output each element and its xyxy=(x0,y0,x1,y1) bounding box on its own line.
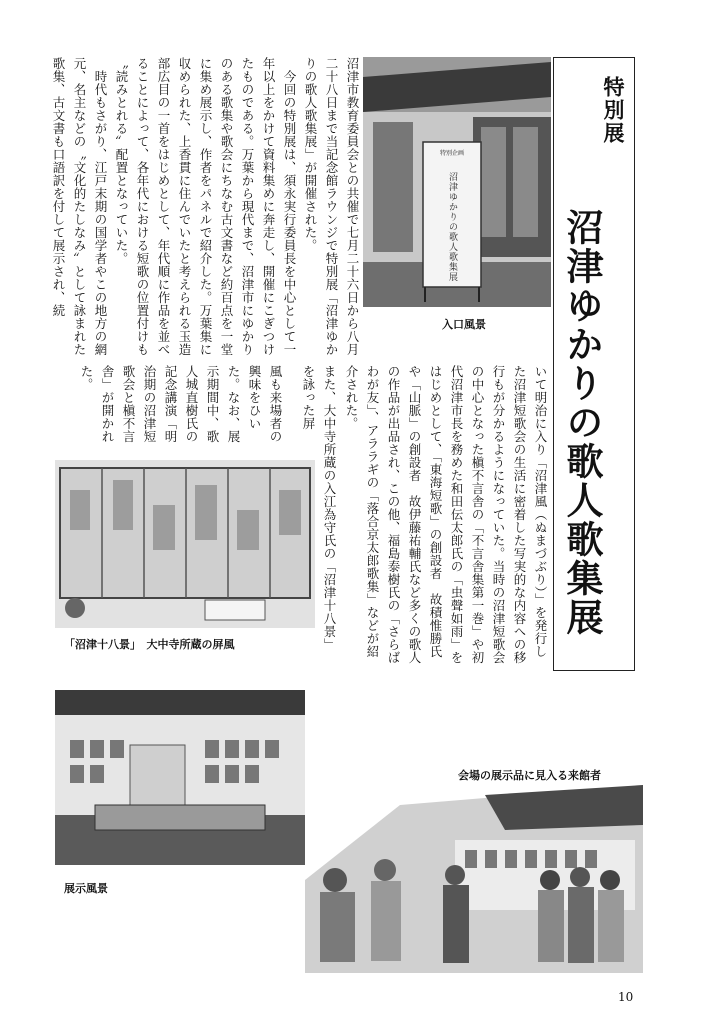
title-box xyxy=(553,57,635,671)
folding-screen-image xyxy=(55,460,315,628)
section-label: 特別展 xyxy=(601,76,625,145)
body-text-left: 沼津市教育委員会との共催で七月二十六日から八月二十八日まで当記念館ラウンジで特別展「沼津ゆかりの歌人歌集展」が開催された。 今回の特別展は、須永実行委員長を中心として一年以上をかけて資料集めに奔走し、開催にこぎつけたものである。万葉から現代まで、沼津市にゆかりのある歌集や歌会にちなむ古文書など約百点を一堂に集め展示し、作者をパネルで紹介した。万葉集に収められた、上香貫に住んでいたと考えられる玉造部広目の一首をはじめとして、年代順に作品を並べることによって、各年代における短歌の位置付けも〝読みとれる〟配置となっていた。 時代もさがり、江戸末期の国学者やこの地方の網元、名主などの〝文化的たしなみ〟として詠まれた歌集、古文書も口語訳を付して展示され、続 xyxy=(51,57,360,356)
signboard-small: 特別企画 xyxy=(439,150,465,157)
visitors-photo xyxy=(305,785,643,973)
caption-screen: 「沼津十八景」 大中寺所蔵の屏風 xyxy=(64,638,235,651)
body-text-mid-a: また、大中寺所蔵の入江為守氏の「沼津十八景」を詠った屏 xyxy=(301,365,337,651)
page-title: 沼津ゆかりの歌人歌集展 xyxy=(560,208,603,637)
entrance-photo xyxy=(363,57,551,307)
entrance-photo-image xyxy=(363,57,551,307)
caption-entrance: 入口風景 xyxy=(442,318,486,331)
exhibition-photo-image xyxy=(55,690,305,865)
visitors-photo-image xyxy=(305,785,643,973)
body-text-right: いて明治に入り「沼津風（ぬまづぶり）」を発行した沼津短歌会の生活に密着した写実的な内容への移行もが分かるようになっていた。当時の沼津短歌会の中心となった槇不言舎の「不言舎集第一巻」や初代沼津市長を務めた和田伝太郎氏の「虫聲如雨」をはじめとして、「東海短歌」の創設者 故積惟勝氏や「山脈」の創設者 故伊藤祐輔氏など多くの歌人の作品が出品され、この他、福島泰樹氏の「さらばわが友」、アララギの「落合京太郎歌集」などが紹介された。 xyxy=(344,365,548,664)
body-text-mid-b: 風も来場者の興味をひいた。なお、展示期間中、歌人城直樹氏の記念講演「明治期の沼津短歌会と槇不言舎」が開かれた。 xyxy=(79,365,283,443)
caption-exhibit: 展示風景 xyxy=(64,882,108,895)
signboard-title: 沼津ゆかりの歌人歌集展 xyxy=(447,172,457,282)
caption-visitors: 会場の展示品に見入る来館者 xyxy=(458,769,601,782)
page-number: 10 xyxy=(618,990,634,1004)
folding-screen-photo xyxy=(55,460,315,628)
exhibition-photo xyxy=(55,690,305,865)
